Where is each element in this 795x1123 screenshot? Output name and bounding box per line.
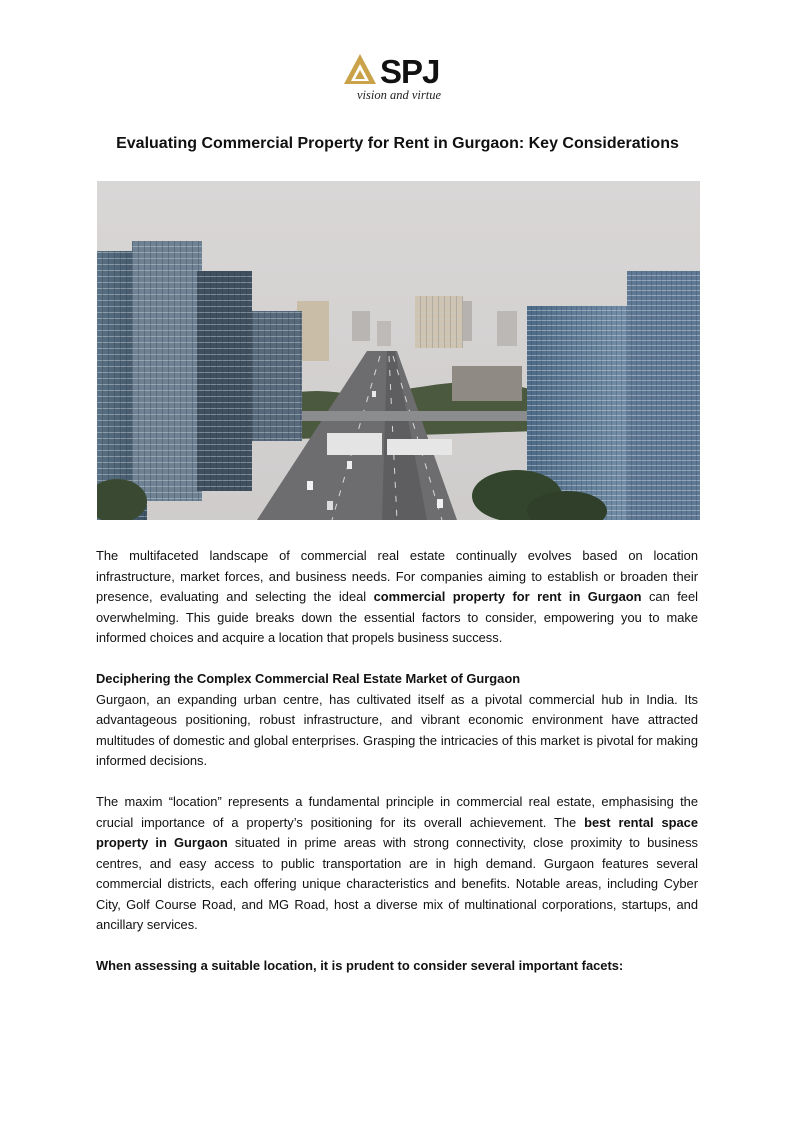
logo-tagline: vision and virtue (356, 88, 441, 102)
gurgaon-skyline-photo (97, 181, 700, 520)
section-paragraph: Gurgaon, an expanding urban centre, has cultivated itself as a pivotal commercial hub in India. Its advantageous positioning, robust infrastructure, and vibrant economic environment have attracted multitudes of domestic and global enterprises. Grasping the intricacies of this market is pivotal for making informed decisions. (96, 691, 698, 768)
article-body (96, 546, 698, 977)
logo-brand: SPJ (380, 53, 440, 90)
hero-city-image (97, 181, 700, 520)
page-title: Evaluating Commercial Property for Rent in Gurgaon: Key Considerations (116, 135, 679, 152)
intro-paragraph: The multifaceted landscape of commercial real estate continually evolves based on location infrastructure, market forces, and business needs. For companies aiming to establish or broaden their presence, evaluating and selecting the ideal commercial property for rent in Gurgaon can feel overwhelming. This guide breaks down the essential factors to consider, empowering you to make informed choices and acquire a location that propels business success. (96, 548, 698, 645)
intro-keyword: commercial property for rent in Gurgaon (373, 589, 642, 604)
section-heading: Deciphering the Complex Commercial Real Estate Market of Gurgaon (96, 671, 521, 686)
facets-lead: When assessing a suitable location, it is prudent to consider several important facets: (96, 958, 624, 973)
triangle-logo-icon (342, 52, 378, 86)
location-keyword: best rental space property in Gurgaon (96, 814, 698, 850)
spj-logo (342, 52, 454, 104)
location-paragraph: The maxim “location” represents a fundamental principle in commercial real estate, emphasising the crucial importance of a property’s positioning for its overall achievement. The best rental space property in Gurgaon situated in prime areas with strong connectivity, close proximity to business centres, and easy access to public transportation are in high demand. Gurgaon features several commercial districts, each offering unique characteristics and benefits. Notable areas, including Cyber City, Golf Course Road, and MG Road, host a diverse mix of multinational corporations, startups, and ancillary services. (96, 794, 698, 932)
